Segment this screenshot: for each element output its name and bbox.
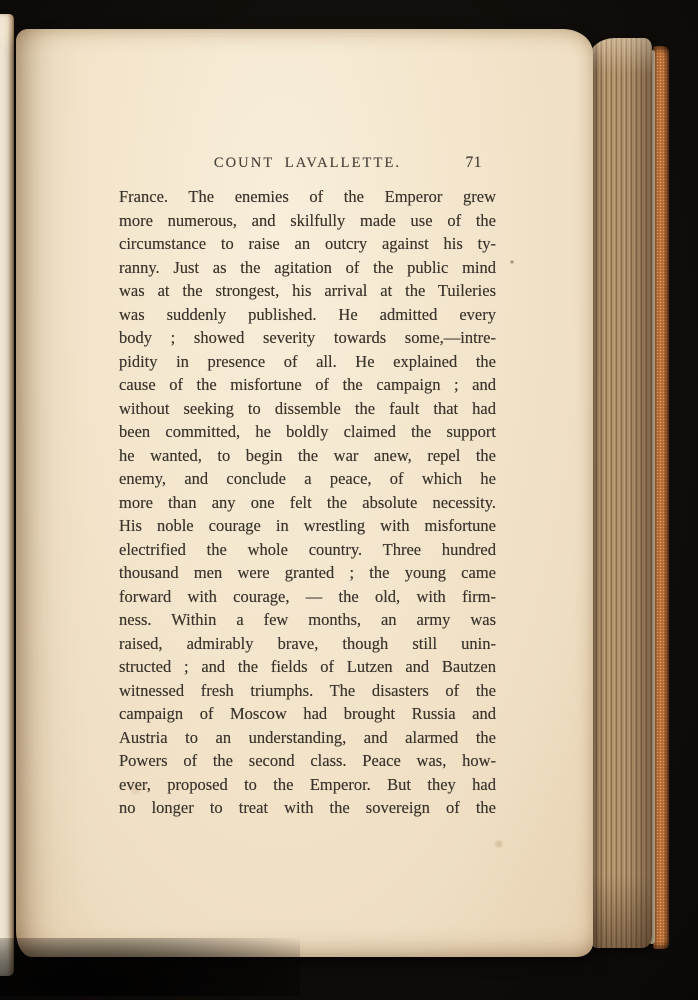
body-text-line: no longer to treat with the sovereign of the	[119, 798, 496, 817]
page-number: 71	[465, 154, 482, 171]
book-cover-board	[653, 46, 669, 949]
body-text-line: forward with courage, — the old, with firm-	[119, 586, 496, 606]
body-text-line: was suddenly published. He admitted every	[119, 304, 496, 324]
body-text-line: Austria to an understanding, and alarmed the	[119, 727, 496, 747]
page-fore-edge	[589, 38, 652, 948]
body-text-line: more than any one felt the absolute necessity.	[119, 492, 496, 512]
body-text-line: more numerous, and skilfully made use of the	[119, 210, 496, 230]
page-header-row	[119, 153, 496, 173]
body-text-line: thousand men were granted ; the young came	[119, 563, 496, 582]
body-text-line: pidity in presence of all. He explained the	[119, 351, 496, 371]
body-text-line: cause of the misfortune of the campaign ; and	[119, 375, 496, 394]
body-text-line: ness. Within a few months, an army was	[119, 610, 496, 629]
body-text-line: His noble courage in wrestling with misfortune	[119, 516, 496, 535]
page-bottom-shadow	[0, 938, 300, 996]
body-text-line: France. The enemies of the Emperor grew	[119, 187, 496, 206]
body-text-line: body ; showed severity towards some,—intre-	[119, 328, 496, 347]
body-text-line: witnessed fresh triumphs. The disasters of the	[119, 680, 496, 700]
body-text-line: enemy, and conclude a peace, of which he	[119, 469, 496, 488]
body-text-line: ever, proposed to the Emperor. But they had	[119, 774, 496, 794]
running-head: COUNT LAVALLETTE.	[213, 155, 402, 171]
body-text-line: structed ; and the fields of Lutzen and Bautzen	[119, 657, 496, 676]
body-text-line: he wanted, to begin the war anew, repel the	[119, 445, 496, 465]
body-text-line: without seeking to dissemble the fault that had	[119, 398, 496, 418]
body-text-block	[119, 185, 496, 820]
body-text-line: campaign of Moscow had brought Russia and	[119, 704, 496, 723]
body-text-line: been committed, he boldly claimed the support	[119, 422, 496, 441]
body-text-line: electrified the whole country. Three hundred	[119, 539, 496, 559]
body-text-line: circumstance to raise an outcry against his ty-	[119, 234, 496, 253]
body-text-line: was at the strongest, his arrival at the Tuileries	[119, 281, 496, 300]
facing-page-edge	[0, 14, 14, 976]
book-page	[16, 29, 593, 957]
body-text-line: Powers of the second class. Peace was, how-	[119, 751, 496, 770]
body-text-line: ranny. Just as the agitation of the public mind	[119, 257, 496, 277]
body-text-line: raised, admirably brave, though still unin-	[119, 633, 496, 653]
